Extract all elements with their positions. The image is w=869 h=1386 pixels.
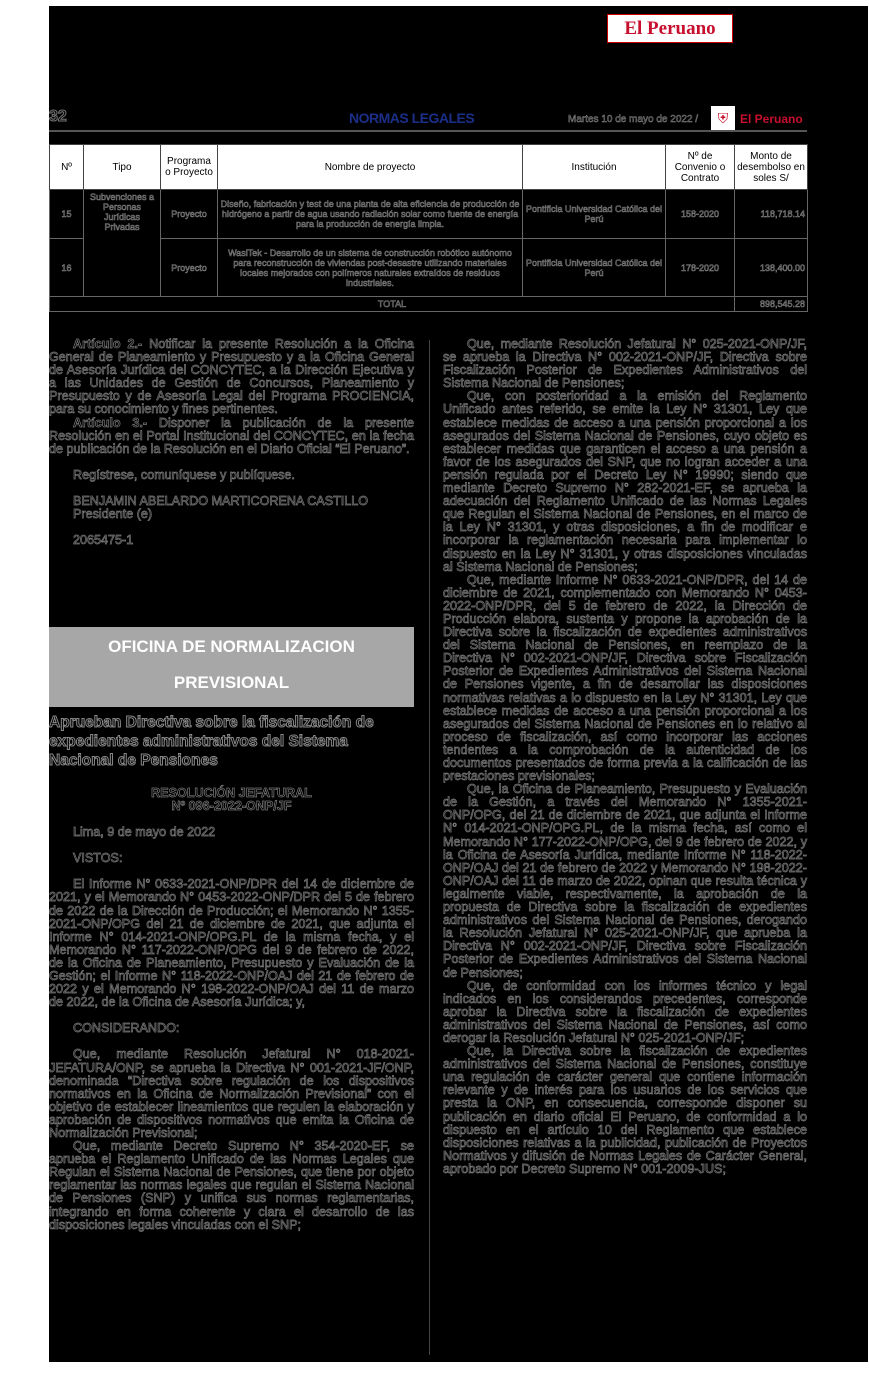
- considerando-paragraph: Que, mediante Informe N° 0633-2021-ONP/DPR, del 14 de diciembre de 2021, complementado con Memorando N° 0453-2022-ONP/DPR, del 5 de febrero de 2022, la Dirección de Producción elabora, sustenta y propone la aprobación de la Directiva sobre la fiscalización de expedientes administrativos del Sistema Nacional de Pensiones, en reemplazo de la Directiva N° 002-2021-ONP/JF, Directiva sobre Fiscalización Posterior de Expedientes Administrativos del Sistema Nacional de Pensiones vigente, a fin de desarrollar las disposiciones normativas relativas a lo dispuesto en la Ley N° 31301, Ley que establece medidas de acceso a una pensión proporcional a los asegurados del Sistema Nacional de Pensiones en lo relativo al proceso de fiscalización, así como incorporar las acciones tendentes a la comprobación de la autenticidad de los documentos presentados de forma previa a la calificación de las prestaciones previsionales;: [443, 572, 807, 784]
- column-divider: [429, 340, 430, 1355]
- article-2: [49, 338, 414, 417]
- considerando-paragraph: Que, con posterioridad a la emisión del Reglamento Unificado antes referido, se emite la Ley N° 31301, Ley que establece medidas de acceso a una pensión proporcional a los asegurados del Sistema Nacional de Pensiones, cuyo objeto es establecer medidas que garanticen el acceso a una pensión a favor de los asegurados del SNP, que no logran acceder a una pensión regulada por el Decreto Ley N° 19990; siendo que mediante Decreto Supremo N° 282-2021-EF, se aprueba la adecuación del Reglamento Unificado de las Normas Legales que Regulan el Sistema Nacional de Pensiones, en el marco de la Ley N° 31301, y otras disposiciones, a fin de modificar e incorporar la reglamentación necesaria para implementar lo dispuesto en la Ley N° 31301, y otras disposiciones vinculadas al Sistema Nacional de Pensiones;: [443, 389, 807, 574]
- col-header: Nº: [50, 145, 84, 190]
- banner-line-2: PREVISIONAL: [173, 673, 290, 692]
- considerando-paragraph: Que, la Oficina de Planeamiento, Presupuesto y Evaluación de la Gestión, a través del Memorando N° 1355-2021-ONP/OPG, del 21 de diciembre de 2021, que adjunta el Informe N° 014-2021-ONP/OPG.PL, de la misma fecha, así como el Memorando N° 177-2022-ONP/OPG, del 9 de febrero de 2022, y la Oficina de Asesoría Jurídica, mediante Informe N° 118-2022-ONP/OAJ del 21 de febrero de 2022 y Memorando N° 198-2022-ONP/OAJ del 11 de marzo de 2022, opinan que resulta técnica y legalmente viable, respectivamente, la aprobación de la propuesta de Directiva sobre la fiscalización de expedientes administrativos del Sistema Nacional de Pensiones, derogando la Resolución Jefatural N° 025-2021-ONP/JF, que aprueba la Directiva N° 002-2021-ONP/JF, Directiva sobre Fiscalización Posterior de Expedientes Administrativos del Sistema Nacional de Pensiones;: [443, 782, 807, 980]
- publication-code: 2065475-1: [73, 533, 134, 548]
- resolution-title: RESOLUCIÓN JEFATURAL: [151, 786, 312, 800]
- article-2-label: Artículo 2.-: [73, 337, 143, 351]
- header-divider: [49, 130, 807, 132]
- considerando-paragraph: Que, mediante Decreto Supremo N° 354-2020-EF, se aprueba el Reglamento Unificado de las Normas Legales que Regulan el Sistema Nacional de Pensiones, que tiene por objeto reglamentar las normas legales que regulan el Sistema Nacional de Pensiones (SNP) y unifica sus normas reglamentarias, integrando en forma coherente y clara el desarrollo de las disposiciones legales vinculadas con el SNP;: [49, 1139, 414, 1232]
- cell-number: 16: [50, 239, 84, 297]
- closing-formula: Regístrese, comuníquese y publíquese.: [73, 467, 295, 482]
- considerando-paragraph: Que, mediante Resolución Jefatural N° 018-2021-JEFATURA/ONP, se aprueba la Directiva N° 001-2021-JF/ONP, denominada “Directiva sobre regulación de los dispositivos normativos en la Oficina de Normalización Previsional” con el objetivo de establecer lineamientos que regulen la elaboración y aprobación de dispositivos normativos que emita la Oficina de Normalización Previsional;: [49, 1047, 414, 1140]
- cell-program: Proyecto: [161, 190, 218, 239]
- header-brand: El Peruano: [740, 112, 803, 126]
- col-header: Tipo: [84, 145, 161, 190]
- cell-number: 15: [50, 190, 84, 239]
- projects-table: [49, 144, 808, 312]
- article-2-text: Notificar la presente Resolución a la Oficina General de Planeamiento y Presupuesto y a la Oficina General de Asesoría Jurídica del CONCYTEC, a la Dirección Ejecutiva y a las Unidades de Gestión de Concursos, Planeamiento y Presupuesto y de Asesoría Legal del Programa PROCIENCIA, para su conocimiento y fines pertinentes.: [49, 337, 414, 417]
- col-header: Nº de Convenio o Contrato: [666, 145, 735, 190]
- col-header: Programa o Proyecto: [161, 145, 218, 190]
- left-column-top: [49, 338, 414, 547]
- col-header: Monto de desembolso en soles S/: [735, 145, 808, 190]
- page-number: 32: [49, 108, 67, 125]
- article-3-text: Disponer la publicación de la presente Resolución en el Portal Institucional del CONCYTEC, en la fecha de publicación de la Resolución en el Diario Oficial “El Peruano”.: [49, 415, 414, 456]
- vistos-text: El Informe N° 0633-2021-ONP/DPR del 14 de diciembre de 2021, y el Memorando N° 0453-2022-ONP/DPR del 5 de febrero de 2022 de la Dirección de Producción; el Memorando N° 1355-2021-ONP/OPG del 21 de diciembre de 2021, que adjunta el Informe N° 014-2021-ONP/OPG.PL de la misma fecha, y el Memorando N° 117-2022-ONP/OPG del 9 de febrero de 2022, de la Oficina de Planeamiento, Presupuesto y Evaluación de la Gestión; el Informe N° 118-2022-ONP/OAJ del 21 de febrero de 2022 y el Memorando N° 198-2022-ONP/OAJ del 11 de marzo de 2022, de la Oficina de Asesoría Jurídica; y,: [49, 877, 414, 1010]
- el-peruano-logo: [607, 14, 733, 43]
- cell-contract: 158-2020: [666, 190, 735, 239]
- coat-of-arms-icon: ⛨: [711, 106, 735, 130]
- resolution-headline: Aprueban Directiva sobre la fiscalización de expedientes administrativos del Sistema Nacional de Pensiones: [49, 714, 374, 769]
- banner-line-1: OFICINA DE NORMALIZACION: [108, 637, 355, 656]
- cell-institution: Pontificia Universidad Católica del Perú: [523, 190, 666, 239]
- cell-type: Subvenciones a Personas Jurídicas Privadas: [84, 190, 161, 297]
- total-label: TOTAL: [50, 297, 735, 312]
- institution-banner: [49, 627, 414, 707]
- left-column-bottom: [49, 787, 414, 1232]
- cell-amount: 138,400.00: [735, 239, 808, 297]
- table-header-row: [50, 145, 808, 190]
- total-value: 898,545.28: [735, 297, 808, 312]
- considerando-paragraph: Que, mediante Resolución Jefatural N° 025-2021-ONP/JF, se aprueba la Directiva N° 002-2021-ONP/JF, Directiva sobre Fiscalización Posterior de Expedientes Administrativos del Sistema Nacional de Pensiones;: [443, 337, 807, 391]
- article-3-label: Artículo 3.-: [73, 415, 148, 430]
- cell-institution: Pontificia Universidad Católica del Perú: [523, 239, 666, 297]
- section-title: NORMAS LEGALES: [349, 110, 475, 126]
- cell-contract: 178-2020: [666, 239, 735, 297]
- table-row: [50, 190, 808, 239]
- issue-date: Martes 10 de mayo de 2022 /: [568, 114, 699, 125]
- cell-project-name: WasiTek - Desarrollo de un sistema de construcción robótico autónomo para reconstrucción de viviendas post-desastre utilizando materiales locales mejorados con polímeros naturales extraídos de residuos industriales.: [218, 239, 523, 297]
- considerando-paragraph: Que, de conformidad con los informes técnico y legal indicados en los considerandos precedentes, corresponde aprobar la Directiva sobre la fiscalización de expedientes administrativos del Sistema Nacional de Pensiones, así como derogar la Resolución Jefatural N° 025-2021-ONP/JF;: [443, 978, 807, 1045]
- place-date: Lima, 9 de mayo de 2022: [73, 825, 216, 840]
- article-3: [49, 417, 414, 456]
- signer-role: Presidente (e): [73, 507, 153, 522]
- cell-program: Proyecto: [161, 239, 218, 297]
- cell-amount: 118,718.14: [735, 190, 808, 239]
- table-row: [50, 239, 808, 297]
- table-total-row: [50, 297, 808, 312]
- page-header: [49, 106, 807, 132]
- logo-text: El Peruano: [624, 17, 716, 39]
- considerando-heading: CONSIDERANDO:: [73, 1021, 180, 1036]
- signer-name: BENJAMIN ABELARDO MARTICORENA CASTILLO: [73, 493, 369, 508]
- considerando-paragraph: Que, la Directiva sobre la fiscalización de expedientes administrativos del Sistema Nacional de Pensiones, constituye una regulación de carácter general que contiene información relevante y de interés para los usuarios de los servicios que presta la ONP, en consecuencia, corresponde disponer su publicación en diario oficial El Peruano, de conformidad a lo dispuesto en el artículo 10 del Reglamento que establece disposiciones relativas a la publicidad, publicación de Proyectos Normativos y difusión de Normas Legales de Carácter General, aprobado por Decreto Supremo N° 001-2009-JUS;: [443, 1044, 807, 1176]
- vistos-heading: VISTOS:: [73, 851, 123, 866]
- cell-project-name: Diseño, fabricación y test de una planta de alta eficiencia de producción de hidrógeno a partir de agua usando radiación solar como fuente de energía para la producción de energía limpia.: [218, 190, 523, 239]
- right-column: [443, 338, 807, 1176]
- col-header: Institución: [523, 145, 666, 190]
- resolution-number: Nº 096-2022-ONP/JF: [171, 799, 292, 814]
- col-header: Nombre de proyecto: [218, 145, 523, 190]
